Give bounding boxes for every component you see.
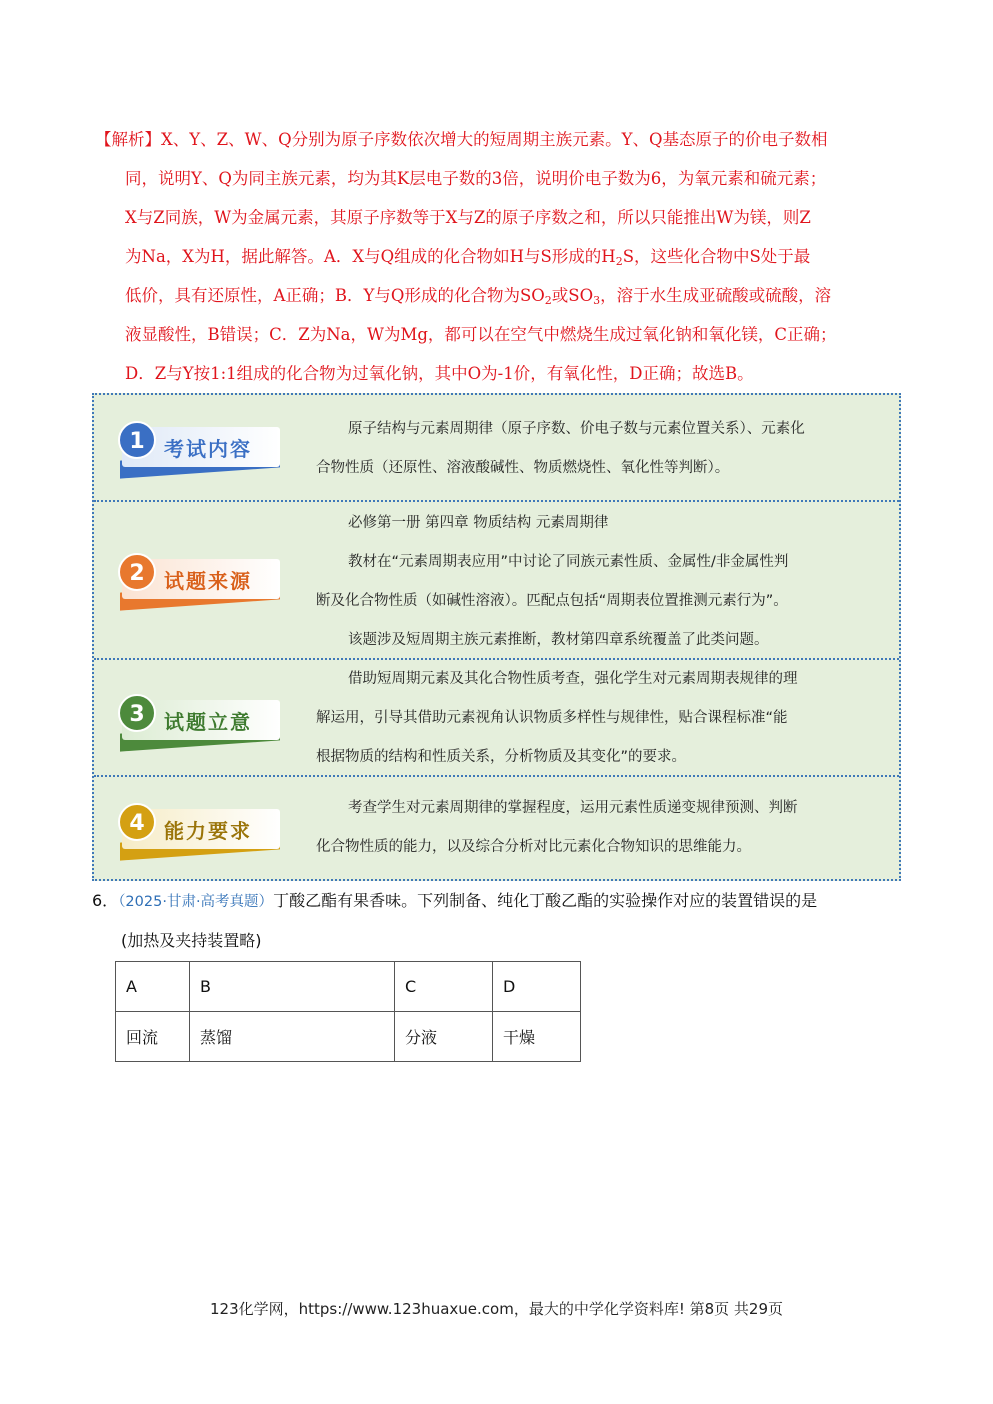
option-header-d: D	[493, 962, 581, 1012]
badge-title: 能力要求	[164, 819, 252, 843]
question-note: (加热及夹持装置略)	[121, 931, 262, 950]
option-header-c: C	[395, 962, 493, 1012]
option-header-b: B	[190, 962, 395, 1012]
analysis-label: 【解析】	[95, 130, 161, 149]
panel-row-ability-requirement	[94, 775, 899, 879]
analysis-line-3: X与Z同族，W为金属元素，其原子序数等于X与Z的原子序数之和，所以只能推出W为镁，则Z	[125, 208, 811, 227]
badge-title: 试题立意	[164, 710, 252, 734]
table-row	[116, 962, 581, 1012]
page-footer: 123化学网，https://www.123huaxue.com，最大的中学化学资料库! 第8页 共29页	[209, 1300, 784, 1318]
row-text: 借助短周期元素及其化合物性质考查，强化学生对元素周期表规律的理 解运用，引导其借助元素视角认识物质多样性与规律性，贴合课程标准“能 根据物质的结构和性质关系，分析物质及其变化”的要求。	[316, 671, 798, 765]
row-text: 考查学生对元素周期律的掌握程度，运用元素性质递变规律预测、判断 化合物性质的能力，以及综合分析对比元素化合物知识的思维能力。	[316, 800, 798, 855]
badge-title: 考试内容	[164, 437, 252, 461]
badge-ability-requirement	[112, 797, 282, 857]
analysis-line-2: 同，说明Y、Q为同主族元素，均为其K层电子数的3倍，说明价电子数为6，为氧元素和硫元素；	[125, 169, 827, 188]
panel-row-question-source	[94, 500, 899, 658]
badge-exam-content	[112, 415, 282, 475]
question-stem: 丁酸乙酯有果香味。下列制备、纯化丁酸乙酯的实验操作对应的装置错误的是	[273, 891, 818, 910]
badge-title: 试题来源	[164, 569, 252, 593]
option-cell-d: 干燥	[493, 1012, 581, 1062]
table-row	[116, 1012, 581, 1062]
badge-number: 3	[118, 694, 156, 732]
row-text: 原子结构与元素周期律（原子序数、价电子数与元素位置关系）、元素化 合物性质（还原性、溶液酸碱性、物质燃烧性、氧化性等判断）。	[316, 421, 805, 476]
panel-row-exam-content	[94, 395, 899, 500]
option-cell-c: 分液	[395, 1012, 493, 1062]
option-cell-b: 蒸馏	[190, 1012, 395, 1062]
analysis-line-1: 【解析】X、Y、Z、W、Q分别为原子序数依次增大的短周期主族元素。Y、Q基态原子的价电子数相	[95, 130, 828, 149]
badge-question-source	[112, 547, 282, 607]
panel-row-question-intent	[94, 658, 899, 775]
badge-number: 2	[118, 553, 156, 591]
badge-question-intent	[112, 688, 282, 748]
analysis-panel	[92, 393, 901, 881]
option-header-a: A	[116, 962, 190, 1012]
question-number: 6．	[92, 891, 119, 910]
question-source: （2025·甘肃·高考真题）	[118, 894, 274, 910]
options-table	[115, 961, 581, 1062]
badge-number: 1	[118, 421, 156, 459]
analysis-line-7: D．Z与Y按1:1组成的化合物为过氧化钠，其中O为-1价，有氧化性，D正确；故选B。	[125, 364, 754, 383]
badge-number: 4	[118, 803, 156, 841]
option-cell-a: 回流	[116, 1012, 190, 1062]
analysis-line-4: 为Na，X为H，据此解答。A．X与Q组成的化合物如H与S形成的$H_2S$，这些化合物中S处于最	[125, 247, 811, 268]
analysis-line-6: 液显酸性，B错误；C．Z为Na，W为Mg，都可以在空气中燃烧生成过氧化钠和氧化镁，C正确；	[125, 325, 837, 344]
question-6	[92, 888, 817, 911]
row-text: 必修第一册 第四章 物质结构 元素周期律 教材在“元素周期表应用”中讨论了同族元素性质、金属性/非金属性判 断及化合物性质（如碱性溶液）。匹配点包括“周期表位置推测元素行为”。 该题涉及短周期主族元素推断，教材第四章系统覆盖了此类问题。	[316, 515, 789, 648]
analysis-line-5: 低价，具有还原性，A正确；B．Y与Q形成的化合物为$SO_2$或$SO_3$，溶于水生成亚硫酸或硫酸，溶	[125, 286, 832, 307]
